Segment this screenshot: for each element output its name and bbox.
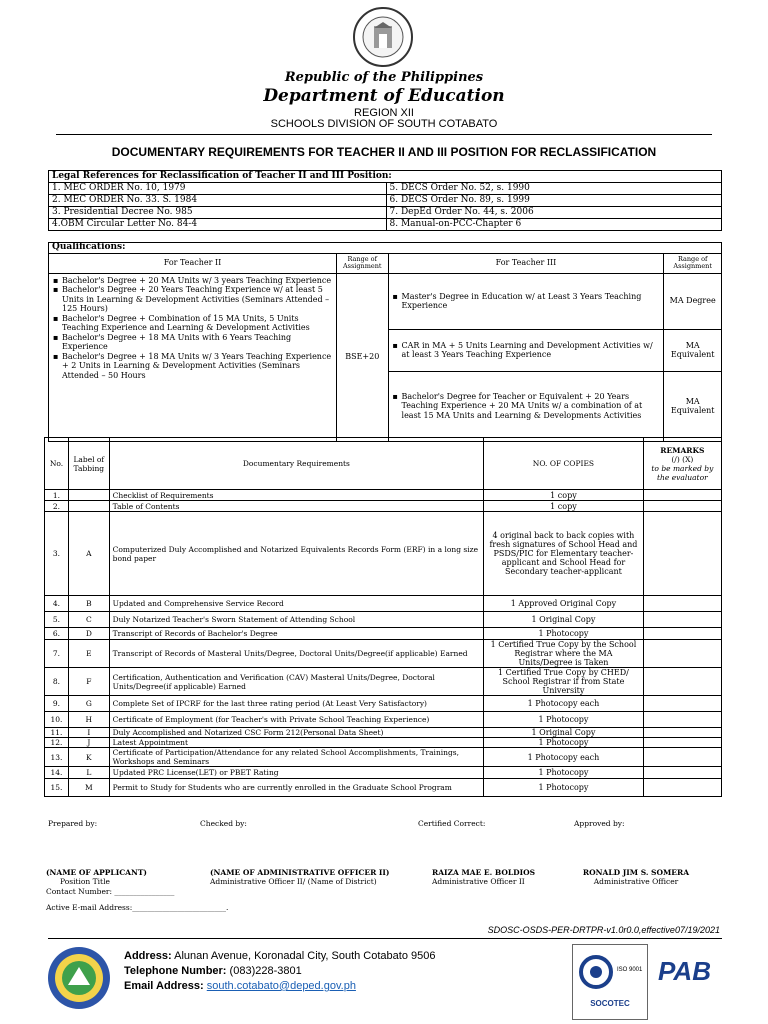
region-line: REGION XII (354, 107, 414, 119)
requirement-doc: Complete Set of IPCRF for the last three rating period (At Least Very Satisfactory) (109, 696, 483, 712)
signatory-name: RONALD JIM S. SOMERA (582, 868, 690, 877)
requirement-remarks[interactable] (643, 596, 721, 612)
signatory-applicant (46, 868, 147, 886)
requirement-row (45, 628, 722, 640)
requirement-row (45, 712, 722, 728)
requirement-remarks[interactable] (643, 696, 721, 712)
requirement-no: 8. (45, 668, 69, 696)
socotec-label: SOCOTEC (590, 999, 630, 1008)
requirement-no: 15. (45, 779, 69, 797)
requirement-doc: Certificate of Participation/Attendance for any related School Accomplishments, Trainings, Workshops and Seminars (109, 748, 483, 767)
requirement-copies: 4 original back to back copies with fresh signatures of School Head and PSDS/PIC for Elementary teacher-applicant and School Head for Secondary teacher-applicant (484, 512, 644, 596)
qualification-item: ▪ Bachelor's Degree + Combination of 15 MA Units, 5 Units Teaching Experience and Learning & Development Activities (62, 314, 333, 333)
requirement-label: J (68, 738, 109, 748)
legal-item: 3. Presidential Decree No. 985 (49, 207, 387, 219)
requirement-label: A (68, 512, 109, 596)
requirement-row (45, 596, 722, 612)
qualifications-table (48, 242, 722, 442)
legal-item: 8. Manual-on-PCC-Chapter 6 (386, 219, 721, 231)
requirement-no: 1. (45, 490, 69, 501)
legal-item: 5. DECS Order No. 52, s. 1990 (386, 183, 721, 195)
legal-item: 6. DECS Order No. 89, s. 1999 (386, 195, 721, 207)
certified-correct-label: Certified Correct: (418, 819, 486, 828)
requirement-doc: Duly Notarized Teacher's Sworn Statement of Attending School (109, 612, 483, 628)
teacher2-range: BSE+20 (336, 273, 388, 441)
requirement-row (45, 668, 722, 696)
requirement-copies: 1 Original Copy (484, 612, 644, 628)
requirement-remarks[interactable] (643, 728, 721, 738)
requirement-remarks[interactable] (643, 612, 721, 628)
requirement-row (45, 728, 722, 738)
signatory-title: Position Title (60, 877, 110, 886)
legal-item: 1. MEC ORDER No. 10, 1979 (49, 183, 387, 195)
requirement-copies: 1 copy (484, 490, 644, 501)
requirement-remarks[interactable] (643, 490, 721, 501)
qualification-item: ▪ Bachelor's Degree + 20 Years Teaching Experience w/ at least 5 Units in Learning & Development Activities (Seminars Attended – 125 Hours) (62, 285, 333, 314)
checked-by-label: Checked by: (200, 819, 247, 828)
signatory-admin-officer (210, 868, 389, 886)
footer-divider (48, 938, 722, 939)
signatory-certifier (432, 868, 535, 886)
document-title: DOCUMENTARY REQUIREMENTS FOR TEACHER II AND III POSITION FOR RECLASSIFICATION (111, 145, 657, 159)
legal-item: 2. MEC ORDER No. 33. S. 1984 (49, 195, 387, 207)
requirement-doc: Checklist of Requirements (109, 490, 483, 501)
department-line: Department of Education (263, 86, 505, 106)
requirement-remarks[interactable] (643, 640, 721, 668)
requirement-remarks[interactable] (643, 668, 721, 696)
teacher3-qualification (388, 273, 664, 329)
division-seal-logo (46, 945, 112, 1011)
requirement-doc: Transcript of Records of Masteral Units/Degree, Doctoral Units/Degree(if applicable) Earned (109, 640, 483, 668)
requirement-doc: Latest Appointment (109, 738, 483, 748)
requirement-remarks[interactable] (643, 512, 721, 596)
qualification-item: ▪ Master's Degree in Education w/ at Least 3 Years Teaching Experience (402, 292, 661, 311)
requirement-label: M (68, 779, 109, 797)
requirement-no: 5. (45, 612, 69, 628)
requirement-row (45, 640, 722, 668)
requirement-row (45, 612, 722, 628)
phone-label: Telephone Number: (124, 965, 227, 977)
qualification-item: ▪ CAR in MA + 5 Units Learning and Development Activities w/ at least 3 Years Teaching Experience (402, 341, 661, 360)
requirement-no: 7. (45, 640, 69, 668)
remarks-note: to be marked by the evaluator (651, 463, 714, 482)
requirement-no: 3. (45, 512, 69, 596)
requirement-label: K (68, 748, 109, 767)
col-doc-header: Documentary Requirements (109, 438, 483, 490)
requirement-no: 12. (45, 738, 69, 748)
republic-line: Republic of the Philippines (284, 70, 484, 85)
requirement-no: 6. (45, 628, 69, 640)
requirement-copies: 1 Photocopy each (484, 748, 644, 767)
requirement-label: L (68, 767, 109, 779)
requirement-no: 2. (45, 501, 69, 512)
legal-item: 7. DepEd Order No. 44, s. 2006 (386, 207, 721, 219)
requirement-remarks[interactable] (643, 748, 721, 767)
col-remarks-header (643, 438, 721, 490)
requirement-row (45, 767, 722, 779)
requirement-copies: 1 Photocopy (484, 738, 644, 748)
header-divider (56, 134, 712, 135)
requirement-no: 14. (45, 767, 69, 779)
contact-block (124, 949, 435, 994)
pab-accreditation-badge (654, 944, 724, 1018)
teacher2-header: For Teacher II (49, 253, 337, 273)
iso-label: ISO 9001 (617, 967, 643, 973)
address-label: Address: (124, 950, 172, 962)
signatory-title: Administrative Officer II (432, 877, 525, 886)
legal-item: 4.OBM Circular Letter No. 84-4 (49, 219, 387, 231)
legal-heading: Legal References for Reclassification of Teacher II and III Position: (49, 171, 722, 183)
teacher3-range: MA Degree (664, 273, 722, 329)
requirement-label: E (68, 640, 109, 668)
requirement-copies: 1 Photocopy (484, 767, 644, 779)
teacher2-qualifications (49, 273, 337, 441)
requirement-no: 9. (45, 696, 69, 712)
requirement-doc: Certification, Authentication and Verification (CAV) Masteral Units/Degree, Doctoral Units/Degree(if applicable) Earned (109, 668, 483, 696)
qualification-item: ▪ Bachelor's Degree + 20 MA Units w/ 3 years Teaching Experience (62, 276, 333, 286)
remarks-marks: (/) (X) (671, 454, 694, 464)
requirement-doc: Updated and Comprehensive Service Record (109, 596, 483, 612)
requirement-row (45, 490, 722, 501)
requirement-row (45, 512, 722, 596)
requirement-label (68, 490, 109, 501)
requirement-copies: 1 Certified True Copy by CHED/ School Registrar if from State University (484, 668, 644, 696)
requirement-remarks[interactable] (643, 712, 721, 728)
col-no-header: No. (45, 438, 69, 490)
qualification-item: ▪ Bachelor's Degree + 18 MA Units with 6 Years Teaching Experience (62, 333, 333, 352)
signatory-title: Administrative Officer II/ (Name of District) (210, 877, 377, 886)
requirement-copies: 1 Photocopy each (484, 696, 644, 712)
requirement-remarks[interactable] (643, 779, 721, 797)
requirement-doc: Certificate of Employment (for Teacher's with Private School Teaching Experience) (109, 712, 483, 728)
email-label: Email Address: (124, 980, 204, 992)
signatory-approver (580, 868, 692, 886)
document-code: SDOSC-OSDS-PER-DRTPR-v1.0r0.0,effective07/19/2021 (487, 925, 720, 935)
requirement-label: H (68, 712, 109, 728)
requirement-doc: Permit to Study for Students who are currently enrolled in the Graduate School Program (109, 779, 483, 797)
requirement-remarks[interactable] (643, 501, 721, 512)
requirements-table (44, 437, 722, 797)
requirement-copies: 1 Photocopy (484, 779, 644, 797)
requirement-remarks[interactable] (643, 628, 721, 640)
requirement-row (45, 738, 722, 748)
teacher3-qualification (388, 329, 664, 371)
approved-by-label: Approved by: (574, 819, 625, 828)
requirement-label: F (68, 668, 109, 696)
requirement-row (45, 748, 722, 767)
qualification-item: ▪ Bachelor's Degree + 18 MA Units w/ 3 Years Teaching Experience + 2 Units in Learning & Development Activities (Seminars Attended – 50 Hours (62, 352, 333, 381)
col-label-header: Label of Tabbing (68, 438, 109, 490)
requirement-label (68, 501, 109, 512)
qualification-item: ▪ Bachelor's Degree for Teacher or Equivalent + 20 Years Teaching Experience + 20 MA Units w/ a combination of at least 15 MA Units and Learning & Developments Activities (402, 392, 661, 421)
socotec-cert-badge (572, 944, 648, 1020)
teacher3-range: MA Equivalent (664, 371, 722, 441)
requirement-label: C (68, 612, 109, 628)
requirement-copies: 1 Certified True Copy by the School Registrar where the MA Units/Degree is Taken (484, 640, 644, 668)
signatory-name: (NAME OF APPLICANT) (46, 868, 147, 877)
prepared-by-label: Prepared by: (48, 819, 98, 828)
teacher3-range: MA Equivalent (664, 329, 722, 371)
col-copies-header: NO. OF COPIES (484, 438, 644, 490)
phone-value: (083)228-3801 (229, 965, 302, 977)
requirement-copies: 1 copy (484, 501, 644, 512)
requirement-copies: 1 Original Copy (484, 728, 644, 738)
teacher3-header: For Teacher III (388, 253, 664, 273)
address-value: Alunan Avenue, Koronadal City, South Cotabato 9506 (174, 950, 436, 962)
requirement-copies: 1 Approved Original Copy (484, 596, 644, 612)
signatory-name: RAIZA MAE E. BOLDIOS (432, 868, 536, 877)
signatory-name: (NAME OF ADMINISTRATIVE OFFICER II) (210, 868, 390, 877)
requirement-copies: 1 Photocopy (484, 628, 644, 640)
requirement-copies: 1 Photocopy (484, 712, 644, 728)
requirement-remarks[interactable] (643, 767, 721, 779)
legal-references-table (48, 170, 722, 231)
contact-number-field: Contact Number: ________________ (46, 887, 175, 896)
teacher3-qualification (388, 371, 664, 441)
signatory-title: Administrative Officer (593, 877, 679, 886)
requirement-doc: Duly Accomplished and Notarized CSC Form 212(Personal Data Sheet) (109, 728, 483, 738)
requirement-remarks[interactable] (643, 738, 721, 748)
requirement-no: 4. (45, 596, 69, 612)
requirement-row (45, 779, 722, 797)
phone-line (124, 964, 435, 979)
requirement-no: 13. (45, 748, 69, 767)
email-address-field: Active E-mail Address:_________________________. (46, 903, 229, 912)
requirement-doc: Updated PRC License(LET) or PBET Rating (109, 767, 483, 779)
range-header: Range of Assignment (664, 253, 722, 273)
requirement-no: 10. (45, 712, 69, 728)
requirement-label: G (68, 696, 109, 712)
email-link[interactable]: south.cotabato@deped.gov.ph (206, 980, 356, 992)
email-line (124, 979, 435, 994)
division-line: SCHOOLS DIVISION OF SOUTH COTABATO (270, 118, 498, 130)
requirement-row (45, 501, 722, 512)
qualifications-heading: Qualifications: (49, 243, 722, 254)
deped-seal-logo (352, 6, 414, 68)
requirement-row (45, 696, 722, 712)
requirement-doc: Table of Contents (109, 501, 483, 512)
pab-logo-text: PAB (658, 956, 711, 986)
requirement-label: I (68, 728, 109, 738)
requirement-no: 11. (45, 728, 69, 738)
requirement-doc: Transcript of Records of Bachelor's Degree (109, 628, 483, 640)
requirement-label: B (68, 596, 109, 612)
address-line (124, 949, 435, 964)
range-header: Range of Assignment (336, 253, 388, 273)
requirement-label: D (68, 628, 109, 640)
remarks-title: REMARKS (660, 445, 705, 455)
requirement-doc: Computerized Duly Accomplished and Notarized Equivalents Records Form (ERF) in a long size bond paper (109, 512, 483, 596)
socotec-icon (579, 955, 613, 989)
